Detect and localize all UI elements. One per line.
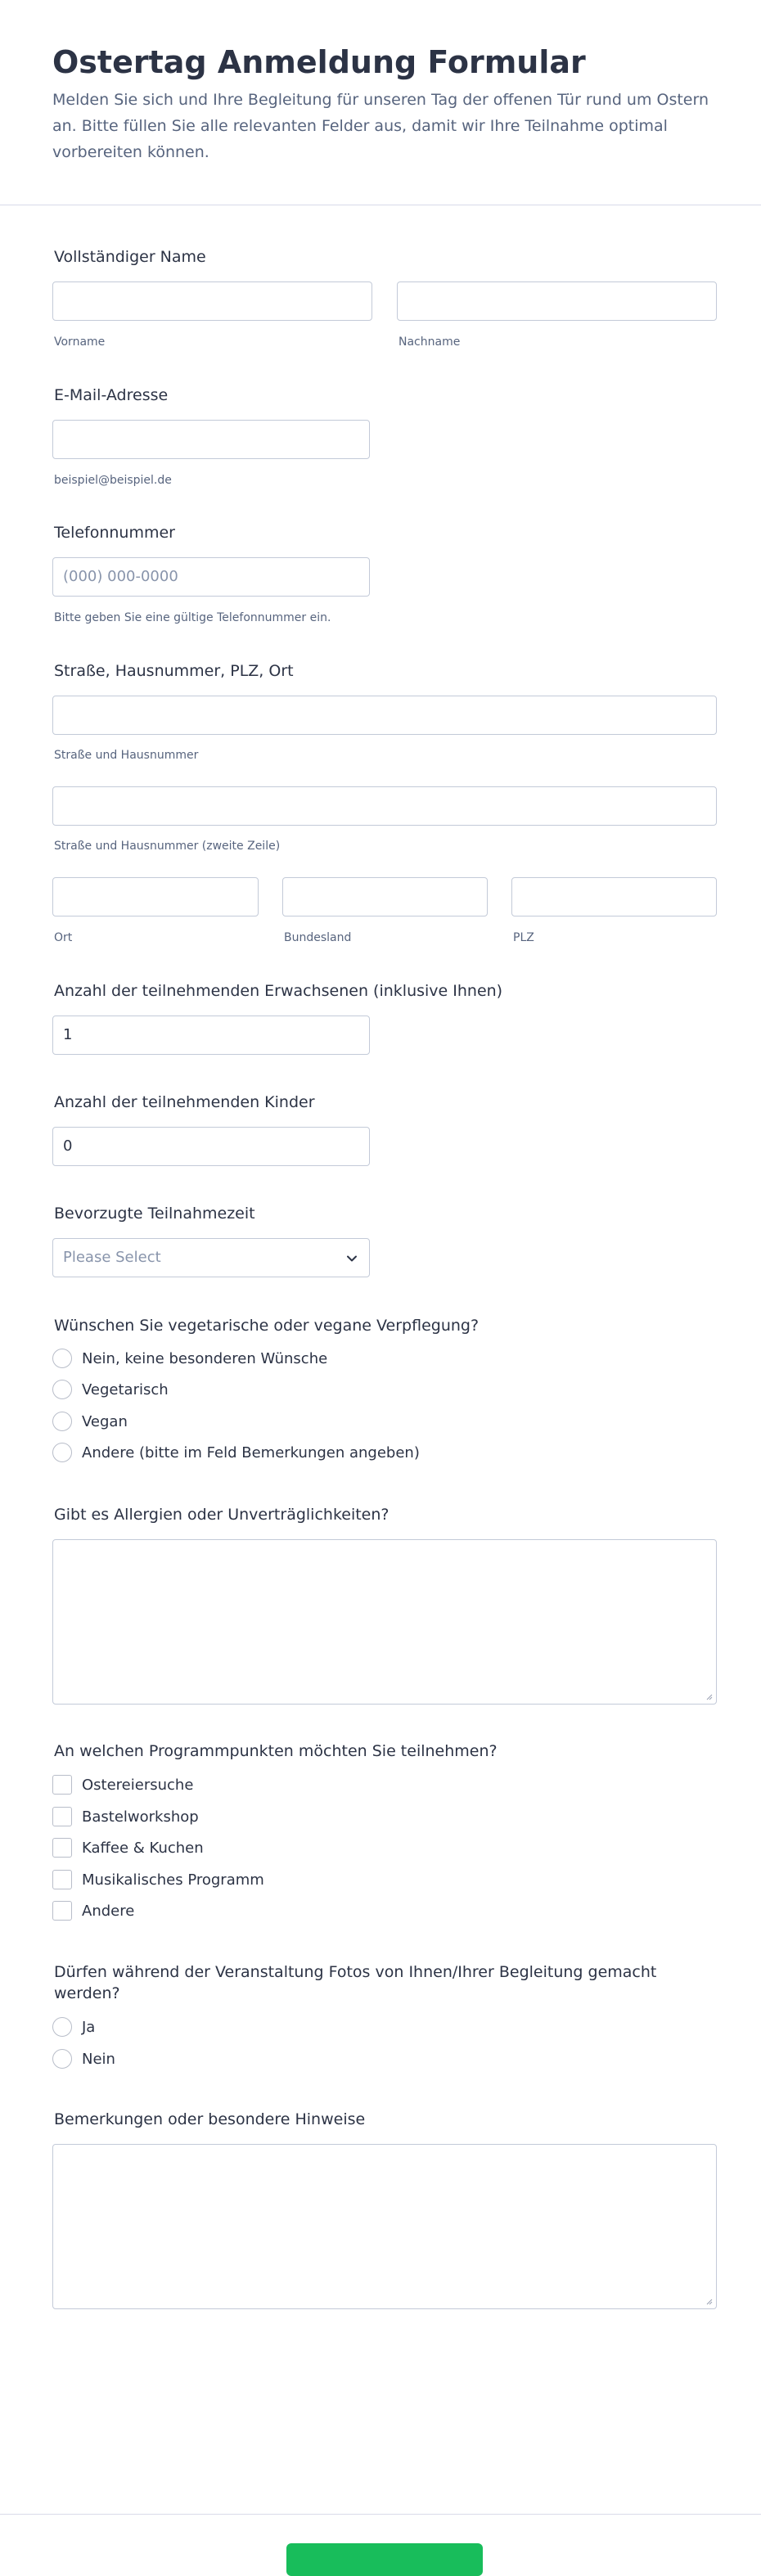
photos-label-line1: Dürfen während der Veranstaltung Fotos von Ihnen/Ihrer Begleitung gemacht	[54, 1963, 657, 1981]
address-label: Straße, Hausnummer, PLZ, Ort	[54, 662, 294, 680]
city-input[interactable]	[52, 877, 259, 916]
street-line1-input[interactable]	[52, 696, 717, 735]
time-select-value: Please Select	[63, 1249, 161, 1266]
radio-button[interactable]	[52, 1443, 72, 1462]
children-input[interactable]: 0	[52, 1127, 370, 1166]
allergies-textarea[interactable]	[52, 1539, 717, 1705]
program-option[interactable]	[52, 1837, 204, 1858]
program-option-label: Kaffee & Kuchen	[82, 1839, 204, 1857]
submit-button[interactable]	[286, 2543, 483, 2576]
adults-label: Anzahl der teilnehmenden Erwachsenen (inklusive Ihnen)	[54, 982, 503, 1000]
checkbox[interactable]	[52, 1901, 72, 1921]
street-line1-sublabel: Straße und Hausnummer	[54, 749, 199, 762]
checkbox[interactable]	[52, 1870, 72, 1889]
photos-option-label: Ja	[82, 2018, 96, 2036]
radio-button[interactable]	[52, 1380, 72, 1399]
photos-option[interactable]	[52, 2016, 95, 2038]
program-option-label: Andere	[82, 1902, 135, 1920]
city-sublabel: Ort	[54, 931, 73, 944]
photos-option[interactable]	[52, 2048, 115, 2069]
phone-input[interactable]: (000) 000-0000	[52, 557, 370, 597]
remarks-label: Bemerkungen oder besondere Hinweise	[54, 2110, 366, 2128]
program-option-label: Ostereiersuche	[82, 1776, 194, 1794]
program-option-label: Musikalisches Programm	[82, 1871, 264, 1889]
diet-option-label: Andere (bitte im Feld Bemerkungen angeben)	[82, 1443, 420, 1461]
street-line2-input[interactable]	[52, 786, 717, 826]
program-option[interactable]	[52, 1900, 134, 1921]
email-sublabel: beispiel@beispiel.de	[54, 474, 172, 487]
children-label: Anzahl der teilnehmenden Kinder	[54, 1093, 315, 1111]
program-option-label: Bastelworkshop	[82, 1808, 199, 1826]
diet-option[interactable]	[52, 1411, 128, 1432]
chevron-down-icon	[346, 1253, 358, 1264]
zip-input[interactable]	[511, 877, 717, 916]
form-description: Melden Sie sich und Ihre Begleitung für unseren Tag der offenen Tür rund um Ostern an. Bitte füllen Sie alle relevanten Felder aus, damit wir Ihre Teilnahme optimal vorbereiten können.	[52, 91, 709, 161]
time-select[interactable]	[52, 1238, 370, 1277]
program-option[interactable]	[52, 1774, 193, 1795]
photos-label-line2: werden?	[54, 1984, 120, 2002]
allergies-label: Gibt es Allergien oder Unverträglichkeiten?	[54, 1506, 390, 1524]
state-sublabel: Bundesland	[284, 931, 352, 944]
time-label: Bevorzugte Teilnahmezeit	[54, 1205, 255, 1223]
resize-grip-icon[interactable]	[706, 1694, 713, 1700]
remarks-textarea[interactable]	[52, 2144, 717, 2309]
diet-option-label: Nein, keine besonderen Wünsche	[82, 1349, 328, 1367]
diet-option[interactable]	[52, 1379, 169, 1400]
diet-option[interactable]	[52, 1348, 327, 1369]
email-input[interactable]	[52, 420, 370, 459]
program-option[interactable]	[52, 1869, 264, 1890]
zip-sublabel: PLZ	[513, 931, 534, 944]
phone-label: Telefonnummer	[54, 524, 175, 542]
program-label: An welchen Programmpunkten möchten Sie teilnehmen?	[54, 1742, 498, 1760]
street-line2-sublabel: Straße und Hausnummer (zweite Zeile)	[54, 840, 281, 853]
checkbox[interactable]	[52, 1807, 72, 1826]
diet-option[interactable]	[52, 1442, 420, 1463]
first-name-sublabel: Vorname	[54, 336, 106, 349]
diet-label: Wünschen Sie vegetarische oder vegane Verpflegung?	[54, 1317, 480, 1335]
radio-button[interactable]	[52, 2049, 72, 2069]
first-name-input[interactable]	[52, 281, 372, 321]
resize-grip-icon[interactable]	[706, 2299, 713, 2305]
last-name-input[interactable]	[397, 281, 717, 321]
footer-divider	[0, 2514, 761, 2515]
form-header	[52, 43, 715, 165]
diet-option-label: Vegan	[82, 1412, 128, 1430]
photos-option-label: Nein	[82, 2050, 115, 2068]
radio-button[interactable]	[52, 1412, 72, 1431]
form-title: Ostertag Anmeldung Formular	[52, 44, 586, 80]
adults-input[interactable]: 1	[52, 1016, 370, 1055]
full-name-label: Vollständiger Name	[54, 248, 206, 266]
checkbox[interactable]	[52, 1838, 72, 1858]
last-name-sublabel: Nachname	[399, 336, 461, 349]
email-label: E-Mail-Adresse	[54, 386, 169, 404]
state-input[interactable]	[282, 877, 488, 916]
phone-sublabel: Bitte geben Sie eine gültige Telefonnummer ein.	[54, 611, 331, 624]
radio-button[interactable]	[52, 2017, 72, 2037]
program-option[interactable]	[52, 1806, 199, 1827]
diet-option-label: Vegetarisch	[82, 1380, 169, 1398]
checkbox[interactable]	[52, 1775, 72, 1795]
radio-button[interactable]	[52, 1349, 72, 1368]
